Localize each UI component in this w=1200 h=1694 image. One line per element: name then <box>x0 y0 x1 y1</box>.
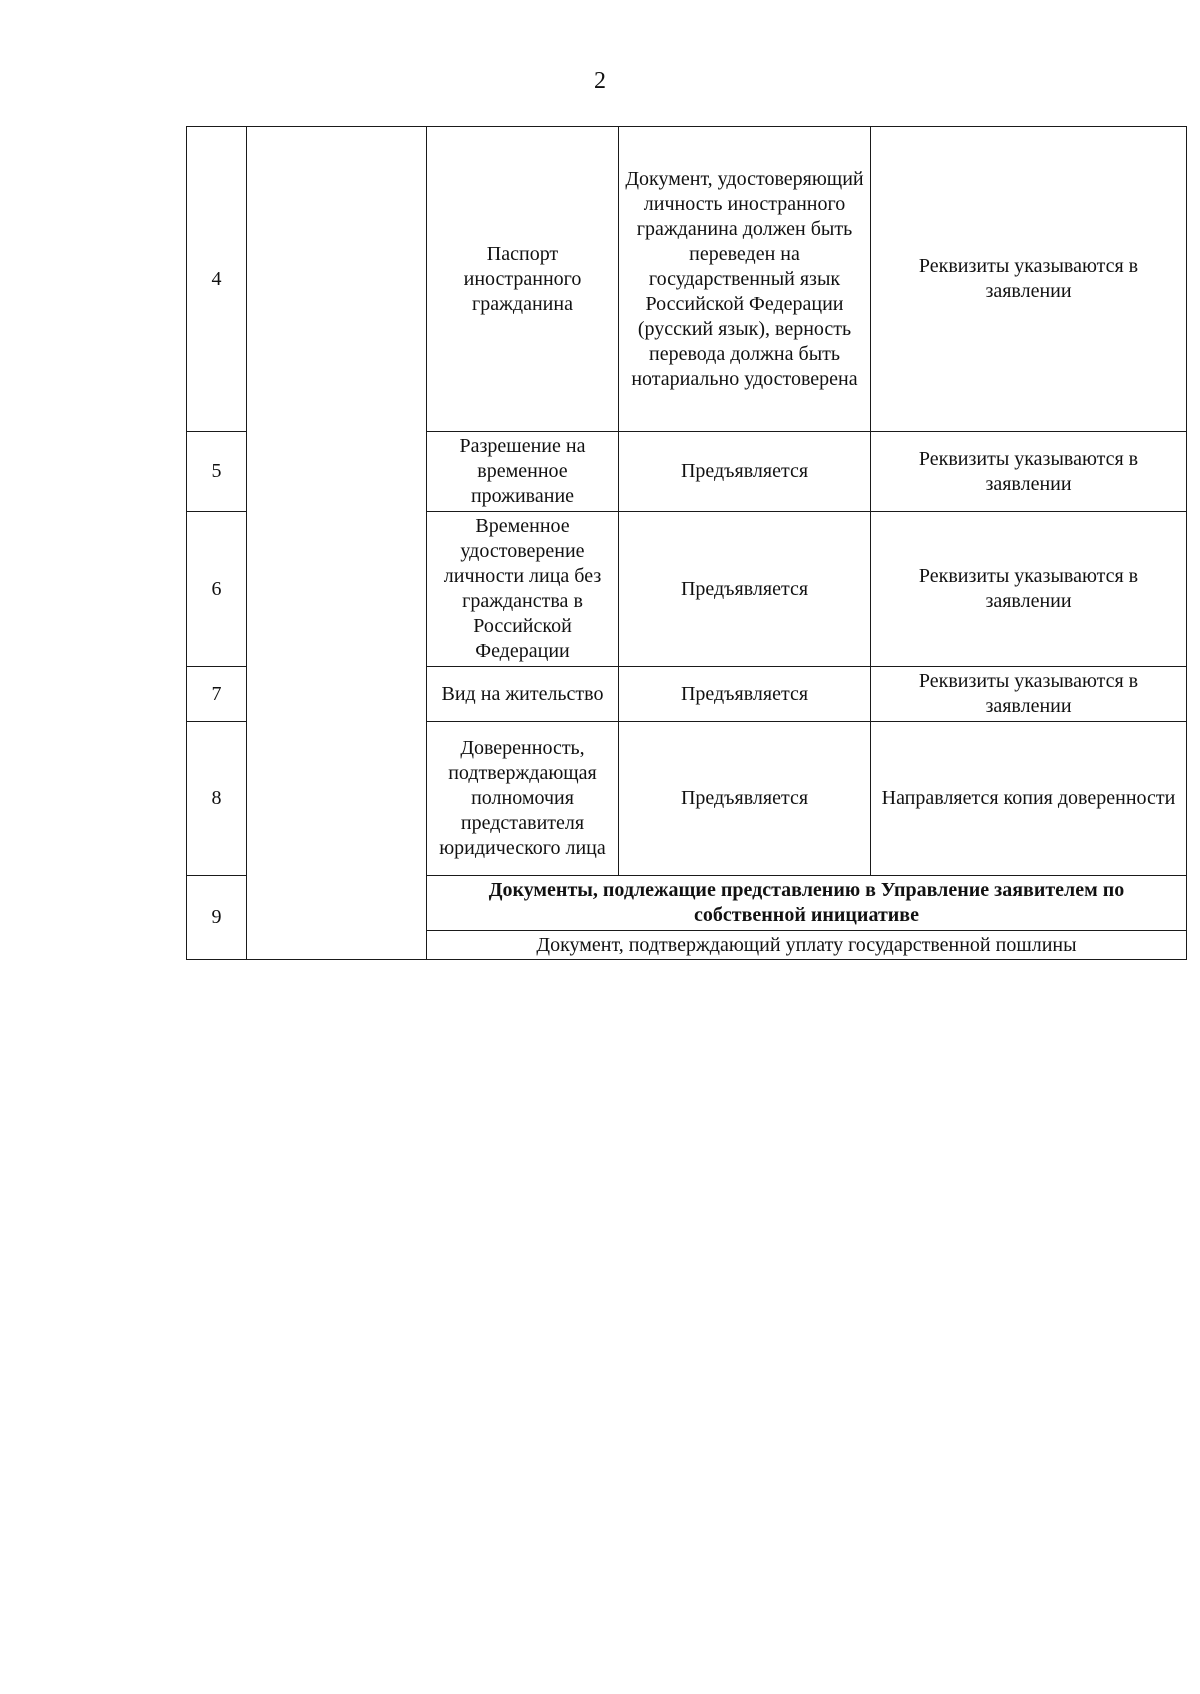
document-note: Реквизиты указываются в заявлении <box>871 432 1187 512</box>
document-requirement: Предъявляется <box>619 722 871 876</box>
document-requirement: Документ, удостоверяющий личность иностранного гражданина должен быть переведен на государственный язык Российской Федерации (русский язык), верность перевода должна быть нотариально удостоверена <box>619 127 871 432</box>
row-number: 6 <box>187 512 247 667</box>
document-name: Разрешение на временное проживание <box>427 432 619 512</box>
row-number: 4 <box>187 127 247 432</box>
document-name: Паспорт иностранного гражданина <box>427 127 619 432</box>
row-number: 7 <box>187 667 247 722</box>
document-note: Реквизиты указываются в заявлении <box>871 667 1187 722</box>
document-name: Документ, подтверждающий уплату государственной пошлины <box>427 931 1187 960</box>
section-heading: Документы, подлежащие представлению в Управление заявителем по собственной инициативе <box>427 876 1187 931</box>
table-row <box>187 127 1187 432</box>
document-requirement: Предъявляется <box>619 432 871 512</box>
document-note: Направляется копия доверенности <box>871 722 1187 876</box>
page-number: 2 <box>594 68 606 94</box>
row-number: 5 <box>187 432 247 512</box>
document-name: Временное удостоверение личности лица без гражданства в Российской Федерации <box>427 512 619 667</box>
document-note: Реквизиты указываются в заявлении <box>871 512 1187 667</box>
document-name: Вид на жительство <box>427 667 619 722</box>
document-requirement: Предъявляется <box>619 667 871 722</box>
row-number: 8 <box>187 722 247 876</box>
row-number: 9 <box>187 876 247 960</box>
document-note: Реквизиты указываются в заявлении <box>871 127 1187 432</box>
documents-table <box>186 126 1187 960</box>
empty-merged-cell <box>247 127 427 960</box>
document-name: Доверенность, подтверждающая полномочия представителя юридического лица <box>427 722 619 876</box>
document-requirement: Предъявляется <box>619 512 871 667</box>
